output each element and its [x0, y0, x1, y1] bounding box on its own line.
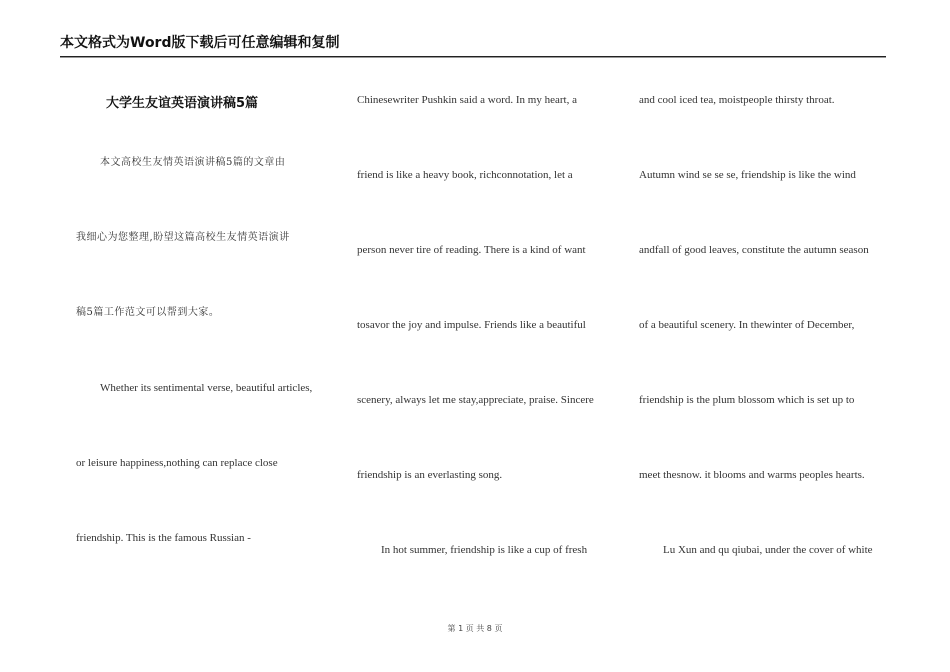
text-line: 我细心为您整理,盼望这篇高校生友情英语演讲 [76, 232, 290, 243]
text-line: meet thesnow. it blooms and warms peoples hearts. [639, 469, 865, 481]
text-line: Autumn wind se se se, friendship is like the wind [639, 169, 856, 181]
text-line: 稿5篇工作范文可以帮到大家。 [76, 307, 220, 318]
header-divider [60, 57, 886, 58]
text-line: Lu Xun and qu qiubai, under the cover of white [663, 544, 873, 556]
text-line: and cool iced tea, moistpeople thirsty throat. [639, 94, 835, 106]
text-line: scenery, always let me stay,appreciate, praise. Sincere [357, 394, 594, 406]
text-line: 本文高校生友情英语演讲稿5篇的文章由 [100, 157, 286, 168]
text-line: Whether its sentimental verse, beautiful articles, [100, 382, 313, 394]
page-header: 本文格式为Word版下载后可任意编辑和复制 [60, 34, 886, 57]
text-line: friendship is the plum blossom which is set up to [639, 394, 855, 406]
text-line: friend is like a heavy book, richconnotation, let a [357, 169, 573, 181]
text-line: friendship. This is the famous Russian - [76, 532, 251, 544]
text-line: friendship is an everlasting song. [357, 469, 503, 481]
document-title: 大学生友谊英语演讲稿5篇 [106, 96, 259, 111]
text-line: or leisure happiness,nothing can replace close [76, 457, 278, 469]
text-line: person never tire of reading. There is a kind of want [357, 244, 586, 256]
page-number: 第 1 页 共 8 页 [447, 624, 503, 633]
text-line: In hot summer, friendship is like a cup of fresh [381, 544, 588, 556]
text-line: andfall of good leaves, constitute the autumn season [639, 244, 869, 256]
text-line: tosavor the joy and impulse. Friends like a beautiful [357, 319, 586, 331]
text-line: Chinesewriter Pushkin said a word. In my heart, a [357, 94, 577, 106]
text-line: of a beautiful scenery. In thewinter of December, [639, 319, 855, 331]
